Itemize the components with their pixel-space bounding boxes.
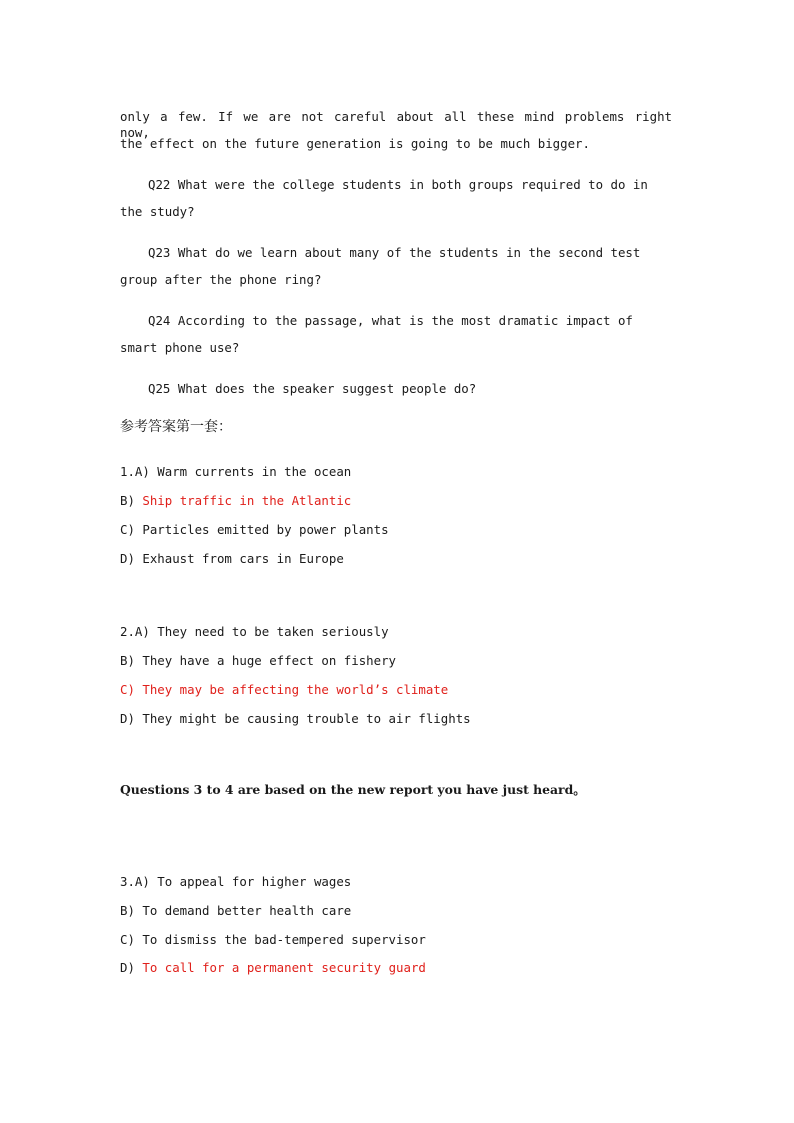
answers-heading: 参考答案第一套： bbox=[120, 419, 232, 435]
answer-option: D) Exhaust from cars in Europe bbox=[120, 551, 344, 566]
correct-answer-option: C) They may be affecting the world’s climate bbox=[120, 682, 449, 697]
question-q25: Q25 What does the speaker suggest people do? bbox=[148, 381, 477, 396]
question-q22: Q22 What were the college students in both groups required to do in bbox=[148, 177, 648, 192]
section-note: Questions 3 to 4 are based on the new report you have just heard。 bbox=[120, 782, 586, 797]
correct-answer-text: Ship traffic in the Atlantic bbox=[142, 493, 352, 508]
question-q24: Q24 According to the passage, what is the most dramatic impact of bbox=[148, 313, 633, 328]
option-letter: D) bbox=[120, 960, 143, 975]
passage-line: the effect on the future generation is going to be much bigger. bbox=[120, 136, 590, 151]
question-q23: Q23 What do we learn about many of the students in the second test bbox=[148, 245, 641, 260]
correct-answer-text: To call for a permanent security guard bbox=[142, 960, 426, 975]
answer-option: C) Particles emitted by power plants bbox=[120, 522, 389, 537]
answer-option bbox=[120, 493, 351, 509]
answer-option: D) They might be causing trouble to air flights bbox=[120, 711, 471, 726]
answer-option bbox=[120, 960, 426, 976]
question-q23-cont: group after the phone ring? bbox=[120, 272, 322, 287]
option-letter: B) bbox=[120, 493, 143, 508]
passage-line: only a few. If we are not careful about all these mind problems right now, bbox=[120, 109, 672, 140]
answer-option: B) They have a huge effect on fishery bbox=[120, 653, 397, 668]
answer-option: 1.A) Warm currents in the ocean bbox=[120, 464, 352, 479]
answer-option: B) To demand better health care bbox=[120, 903, 352, 918]
answer-option: 3.A) To appeal for higher wages bbox=[120, 874, 352, 889]
question-q24-cont: smart phone use? bbox=[120, 340, 240, 355]
answer-option: 2.A) They need to be taken seriously bbox=[120, 624, 389, 639]
question-q22-cont: the study? bbox=[120, 204, 195, 219]
answer-option: C) To dismiss the bad-tempered supervisor bbox=[120, 932, 426, 947]
